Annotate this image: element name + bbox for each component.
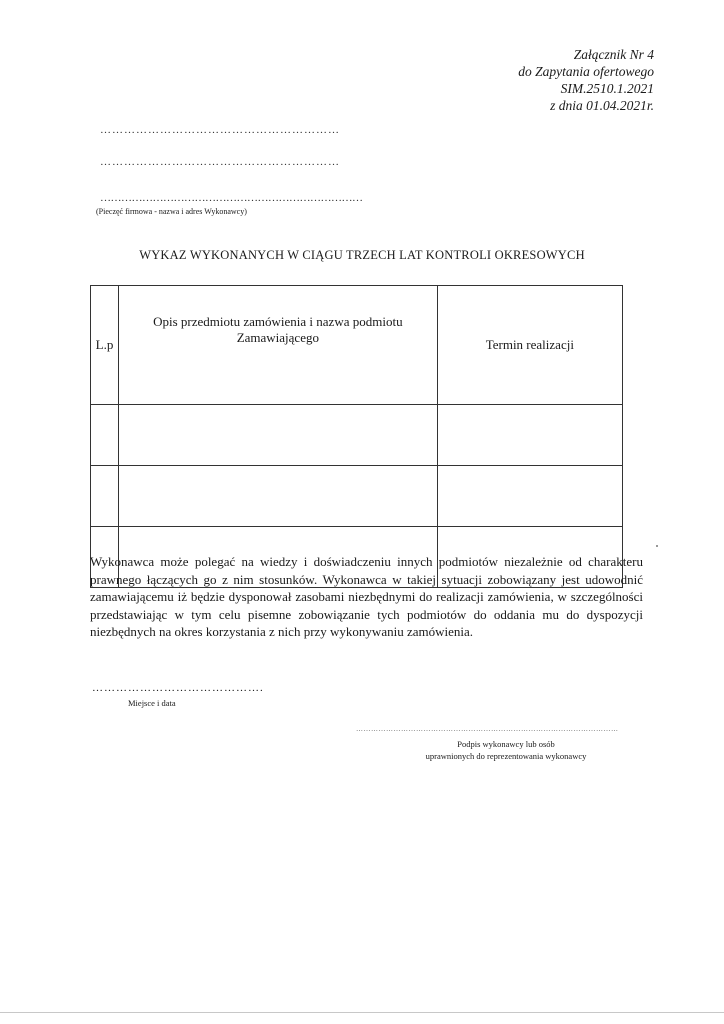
cell-description [119, 405, 438, 466]
place-date-label: Miejsce i data [128, 698, 176, 708]
cell-lp [91, 405, 119, 466]
document-title: WYKAZ WYKONANYCH W CIĄGU TRZECH LAT KONTROLI OKRESOWYCH [139, 248, 585, 262]
scan-speck [656, 545, 658, 547]
stamp-caption: (Pieczęć firmowa - nazwa i adres Wykonawcy) [96, 207, 247, 216]
table-row [91, 405, 623, 466]
header-lp: L.p [91, 286, 119, 405]
cell-term [437, 466, 622, 527]
header-description: Opis przedmiotu zamówienia i nazwa podmiotu Zamawiającego [119, 286, 438, 405]
attachment-number: Załącznik Nr 4 [573, 47, 654, 62]
signature-label [356, 738, 656, 762]
cell-lp [91, 466, 119, 527]
case-number: SIM.2510.1.2021 [560, 81, 654, 96]
signature-label-line-2: uprawnionych do reprezentowania wykonawcy [425, 751, 587, 761]
cell-description [119, 466, 438, 527]
subcontractor-note: Wykonawca może polegać na wiedzy i doświadczeniu innych podmiotów niezależnie od charakteru prawnego łączących go z nim stosunków. Wykonawca w takiej sytuacji zobowiązany jest udowodnić zamawiającemu iż będzie dysponował zasobami niezbędnymi do realizacji zamówienia, w szczególności przedstawiając w tym celu pisemne zobowiązanie tych podmiotów do oddania mu do dyspozycji niezbędnych na okres korzystania z nich przy wykonywaniu zamówienia. [90, 554, 643, 639]
signature-dots: …………………………………………………………………………………………… [356, 725, 619, 733]
place-date-dots: ……………………………………. [92, 682, 264, 694]
cell-term [437, 405, 622, 466]
stamp-dots-line-1: …………………………………………………… [100, 124, 340, 136]
table-row [91, 466, 623, 527]
attachment-date: z dnia 01.04.2021r. [550, 98, 654, 113]
signature-label-line-1: Podpis wykonawcy lub osób [457, 739, 555, 749]
table-header-row [91, 286, 623, 405]
scan-edge-line [0, 1012, 724, 1013]
attachment-reference: do Zapytania ofertowego [518, 64, 654, 79]
header-term: Termin realizacji [437, 286, 622, 405]
attachment-header [394, 46, 654, 114]
stamp-dots-line-2: …………………………………………………… [100, 156, 340, 168]
stamp-dots-line-3: ………………………………………………………………… [100, 192, 363, 204]
works-table [90, 285, 623, 588]
